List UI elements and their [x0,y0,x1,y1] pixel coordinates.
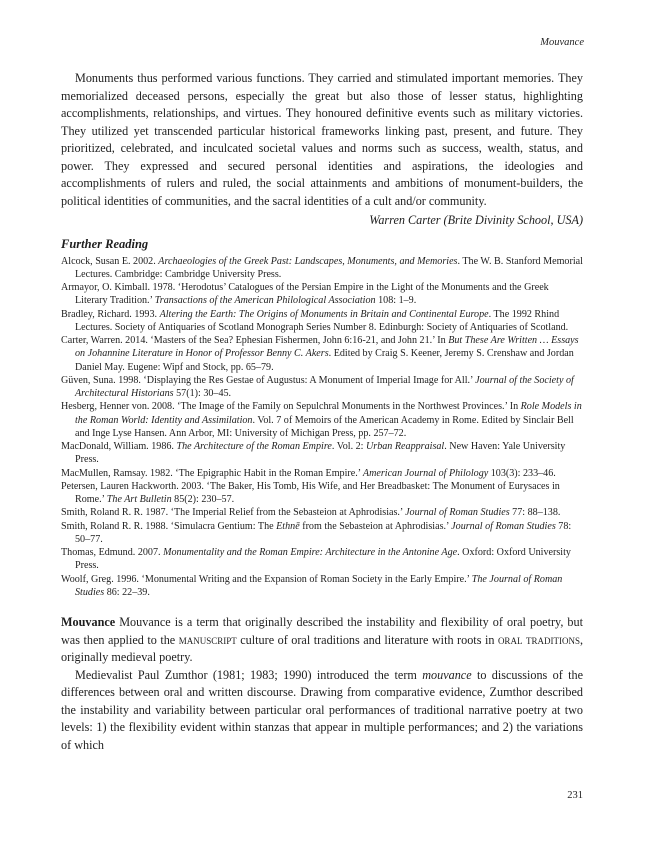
reference-text: . Vol. 2: [331,441,366,452]
reference-text: 85(2): 230–57. [171,494,235,505]
reference-item [61,255,583,282]
reference-item [61,520,583,547]
cross-reference-manuscript: manuscript [178,632,237,647]
reference-text: . Vol. 7 of Memoirs of the American Academy in Rome. Edited by Sinclair Bell and Inge Lyse Hansen. Ann Arbor, MI: University of Michigan Press, pp. 257–72. [75,414,574,439]
mouvance-entry [61,614,583,754]
reference-item [61,400,583,440]
reference-text: . New Haven: Yale University Press. [75,441,566,466]
reference-text: 57(1): 30–45. [173,388,232,399]
reference-text: . The W. B. Stanford Memorial Lectures. Cambridge: Cambridge University Press. [75,255,583,280]
reference-list [61,255,583,600]
reference-item [61,308,583,335]
reference-item [61,573,583,600]
reference-text: . Edited by Craig S. Keener, Jeremy S. Crenshaw and Jordan Daniel May. Eugene: Wipf and Stock, pp. 65–79. [75,348,574,373]
reference-text: MacMullen, Ramsay. 1982. ‘The Epigraphic Habit in the Roman Empire.’ [61,467,363,479]
reference-title: The Architecture of the Roman Empire [176,441,332,452]
monuments-paragraph: Monuments thus performed various functions. They carried and stimulated important memories. They memorialized deceased persons, especially the great but also those of lesser status, highlighting accomplishments, relationships, and virtues. They honoured definitive events such as military victories. They utilized yet transcended particular historical frameworks linking past, present, and future. They prioritized, celebrated, and inculcated societal values and norms such as success, wealth, status, and power. They expressed and secured personal identities and aspirations, the ideologies and accomplishments of rulers and ruled, the social attainments and ambitions of monument-builders, the political identities of communities, and the sacral identities of a cult and/or community. [61,71,583,208]
reference-title: Transactions of the American Philological Association [154,295,376,307]
italic-term: mouvance [422,667,472,682]
reference-item [61,480,583,507]
reference-title: The Journal of Roman Studies [75,573,563,598]
reference-title: American Journal of Philology [362,467,489,479]
reference-text: Bradley, Richard. 1993. [61,308,160,320]
reference-title: Journal of Roman Studies [451,520,556,532]
reference-text: Petersen, Lauren Hackworth. 2003. ‘The Baker, His Tomb, His Wife, and Her Breadbasket: The Monument of Eurysaces in Rome.’ [61,480,560,505]
text-run: to discussions of the differences between oral and written discourse. Drawing from comparative evidence, Zumthor described the instability and variability between particular oral performances of traditional narrative poetry at two levels: 1) the flexibility evident within stanzas that appear in multiple performances; and 2) the variations of which [61,667,583,752]
reference-text: . Oxford: Oxford University Press. [75,547,571,572]
reference-title: The Art Bulletin [106,494,172,505]
reference-title: Archaeologies of the Greek Past: Landscapes, Monuments, and Memories [158,255,458,267]
text-run: , originally medieval poetry. [61,632,583,664]
reference-title: Role Models in the Roman World: Identity and Assimilation [75,401,582,426]
reference-text: 86: 22–39. [104,586,150,598]
text-run: Medievalist Paul Zumthor (1981; 1983; 1990) introduced the term [75,667,423,682]
headword: Mouvance [61,615,116,629]
reference-item [61,546,583,573]
mouvance-paragraph-2 [61,667,583,755]
reference-text: Thomas, Edmund. 2007. [61,547,164,558]
reference-title: Journal of Roman Studies [405,507,510,519]
reference-title: Monumentality and the Roman Empire: Architecture in the Antonine Age [163,547,458,558]
reference-text: 77: 88–138. [509,507,561,519]
reference-text: Alcock, Susan E. 2002. [61,255,159,267]
reference-text: Carter, Warren. 2014. ‘Masters of the Sea? Ephesian Fishermen, John 6:16-21, and John 21.’ In [61,335,449,346]
reference-item [61,281,583,308]
reference-text: Woolf, Greg. 1996. ‘Monumental Writing and the Expansion of Roman Society in the Early Empire.’ [61,573,472,585]
reference-text: Smith, Roland R. R. 1987. ‘The Imperial Relief from the Sebasteion at Aphrodisias.’ [61,507,406,519]
reference-title: Urban Reappraisal [366,441,445,452]
reference-item [61,334,583,374]
text-run: culture of oral traditions and literature with roots in [236,632,498,647]
reference-item [61,374,583,401]
reference-text: MacDonald, William. 1986. [61,441,177,452]
reference-title: But These Are Written … Essays on Johannine Literature in Honor of Professor Benny C. Akers [75,335,579,360]
mouvance-paragraph-1 [61,614,583,667]
reference-text: 103(3): 233–46. [488,467,556,479]
page-number: 231 [567,790,583,801]
reference-title: Journal of the Society of Architectural Historians [75,374,574,399]
further-reading-heading: Further Reading [61,236,149,251]
reference-text: from the Sebasteion at Aphrodisias.’ [299,520,452,532]
reference-text: . The 1992 Rhind Lectures. Society of Antiquaries of Scotland Monograph Series Number 8. Edinburgh: Society of Antiquaries of Scotland. [75,308,569,333]
running-head: Mouvance [540,37,584,48]
reference-text: 108: 1–9. [375,295,417,307]
reference-title: Ethnē [276,520,300,532]
reference-title: Altering the Earth: The Origins of Monuments in Britain and Continental Europe [159,308,489,320]
reference-text: Armayor, O. Kimball. 1978. ‘Herodotus’ Catalogues of the Persian Empire in the Light of the Monuments and the Greek Literary Tradition.’ [61,282,549,307]
reference-item [61,467,583,480]
reference-text: Smith, Roland R. R. 1988. ‘Simulacra Gentium: The [61,520,277,532]
reference-text: Güven, Suna. 1998. ‘Displaying the Res Gestae of Augustus: A Monument of Imperial Image for All.’ [61,374,476,386]
reference-item [61,506,583,519]
text-run: Mouvance is a term that originally described the instability and flexibility of oral poetry, but was then applied to the [61,615,583,647]
reference-text: Hesberg, Henner von. 2008. ‘The Image of the Family on Sepulchral Monuments in the Northwest Provinces.’ In [61,401,521,413]
author-signature: Warren Carter (Brite Divinity School, USA) [369,213,583,227]
reference-text: 78: 50–77. [75,520,572,545]
body-text [61,70,583,754]
cross-reference-oral-traditions: oral traditions [497,632,580,647]
reference-item [61,440,583,467]
